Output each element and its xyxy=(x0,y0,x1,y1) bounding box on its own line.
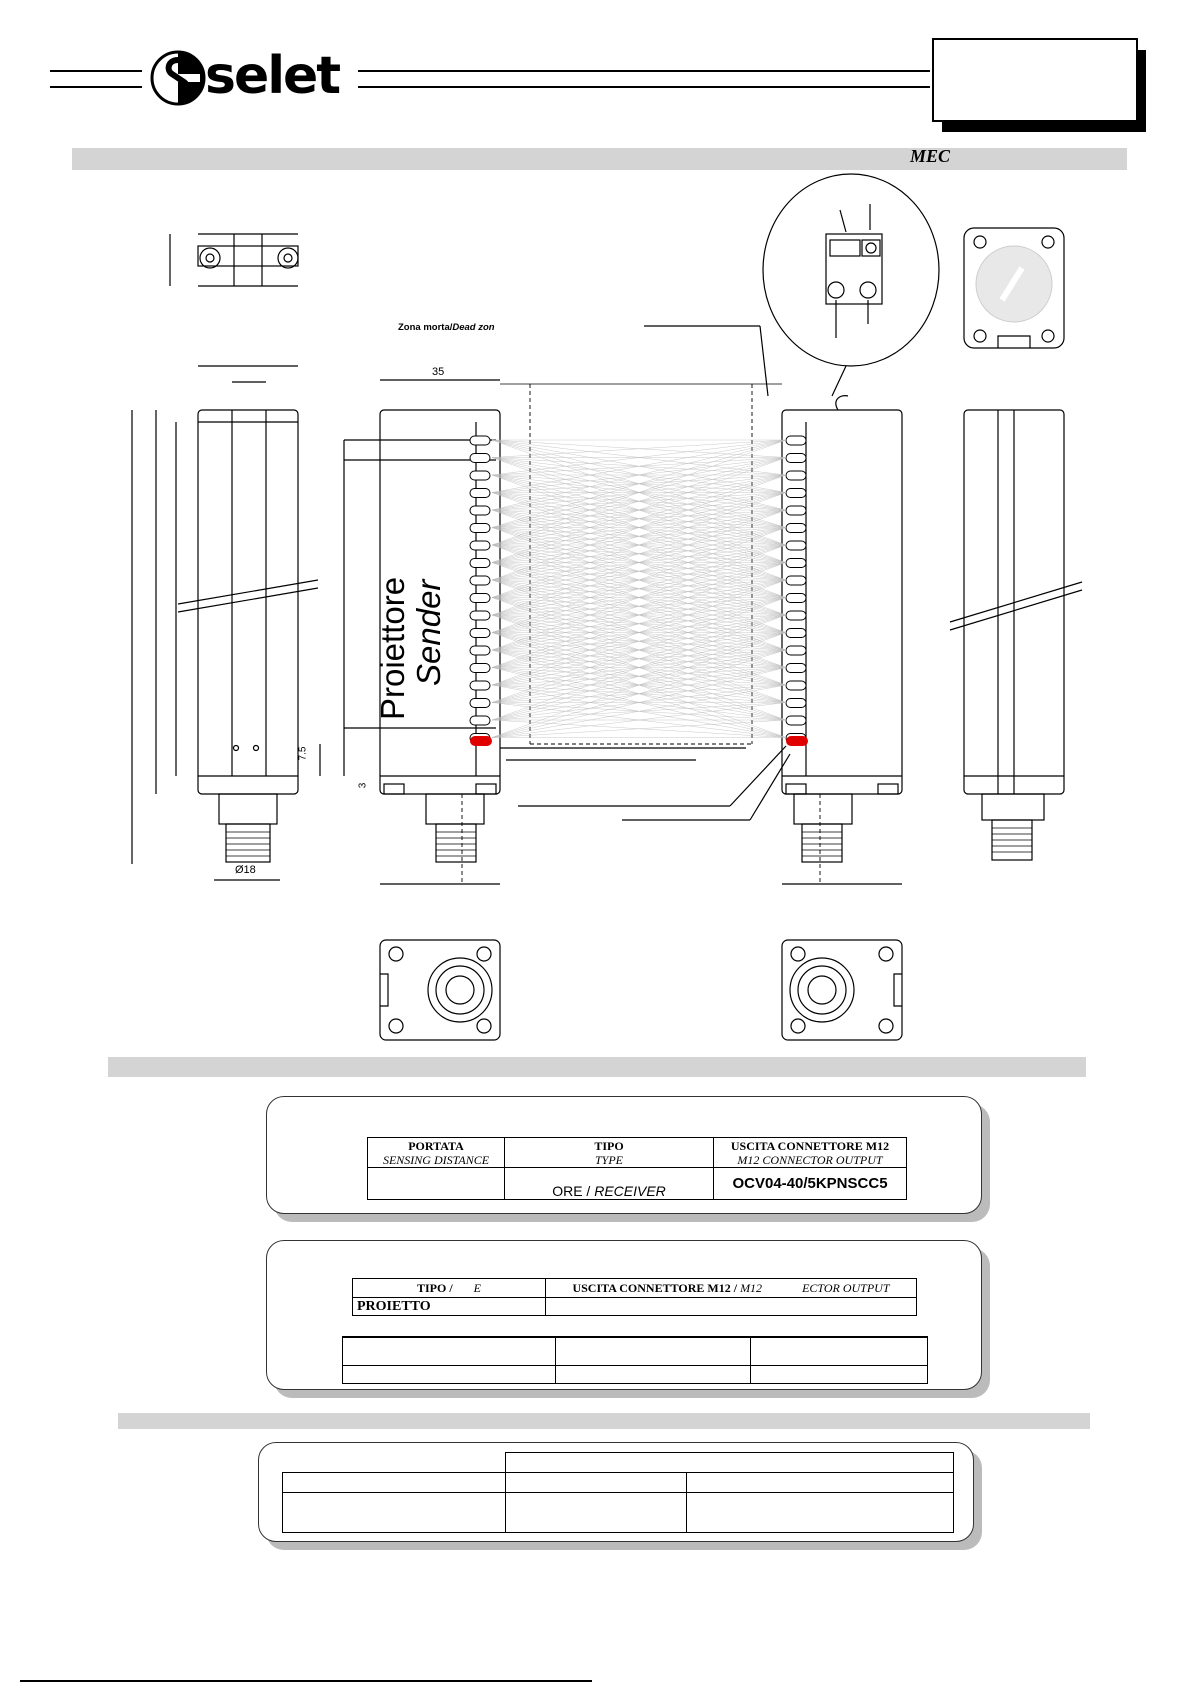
receiver-slot xyxy=(786,699,806,708)
dead-zone-label xyxy=(398,322,495,333)
sender-emitter-slot xyxy=(470,471,490,480)
dim-diameter-18: Ø18 xyxy=(235,864,256,876)
receiver-slot xyxy=(786,541,806,550)
sender-cell-output xyxy=(546,1298,917,1316)
sender-label-it: Proiettore xyxy=(374,576,411,720)
receiver-slot xyxy=(786,524,806,533)
sender-emitter-slot xyxy=(470,436,490,445)
section-band-mechanical xyxy=(72,148,1127,170)
acc-cell xyxy=(686,1493,954,1533)
receiver-header-distance-it: PORTATA xyxy=(408,1138,464,1153)
receiver-header-output xyxy=(714,1138,907,1168)
acc-cell xyxy=(283,1453,506,1473)
doc-box xyxy=(932,38,1138,122)
sender-emitter-slot xyxy=(470,506,490,515)
sender-header-output xyxy=(546,1279,917,1298)
sender-header-type-en: E xyxy=(473,1281,481,1295)
receiver-table xyxy=(367,1137,907,1200)
receiver-unit xyxy=(782,396,902,884)
sender-header-output-en: M12 xyxy=(740,1281,763,1295)
acc-cell xyxy=(505,1453,954,1473)
side-view-right xyxy=(950,410,1082,860)
dead-zone-label-en: Dead zon xyxy=(452,322,495,333)
acc-cell xyxy=(283,1493,506,1533)
brand-logo-text: selet xyxy=(205,46,340,106)
sender-table xyxy=(352,1278,917,1316)
acc-cell xyxy=(686,1473,954,1493)
receiver-slot xyxy=(786,716,806,725)
magnified-detail xyxy=(763,174,939,396)
receiver-header-output-it: USCITA CONNETTORE M12 xyxy=(730,1138,890,1153)
acc-cell xyxy=(505,1493,686,1533)
sender-sub-table xyxy=(342,1336,928,1384)
receiver-slot xyxy=(786,664,806,673)
receiver-header-distance xyxy=(368,1138,505,1168)
sender-sub-cell xyxy=(343,1337,556,1365)
sender-emitter-slot xyxy=(470,489,490,498)
receiver-slot xyxy=(786,471,806,480)
receiver-slot xyxy=(786,611,806,620)
sender-sub-cell xyxy=(751,1365,928,1383)
receiver-header-type-it: TIPO xyxy=(594,1138,624,1153)
receiver-slot xyxy=(786,559,806,568)
receiver-type-en: RECEIVER xyxy=(594,1183,666,1199)
acc-cell xyxy=(283,1473,506,1493)
technical-drawing xyxy=(0,170,1191,1070)
accessories-table xyxy=(282,1452,954,1533)
receiver-led-indicator xyxy=(786,736,808,746)
receiver-slot xyxy=(786,489,806,498)
receiver-slot xyxy=(786,594,806,603)
acc-cell xyxy=(505,1473,686,1493)
footer-line xyxy=(20,1680,592,1682)
sender-sub-cell xyxy=(751,1337,928,1365)
receiver-header-type-en: TYPE xyxy=(594,1152,623,1167)
connector-view-sender xyxy=(380,940,500,1040)
section-band-accessories xyxy=(118,1413,1090,1429)
sender-label xyxy=(375,520,485,720)
bracket-top-view xyxy=(170,234,298,286)
receiver-slot xyxy=(786,629,806,638)
dim-35: 35 xyxy=(432,366,445,378)
sender-sub-cell xyxy=(556,1365,751,1383)
receiver-slot xyxy=(786,436,806,445)
receiver-header-distance-en: SENSING DISTANCE xyxy=(382,1152,490,1167)
sender-header-output-it: USCITA CONNETTORE M12 / xyxy=(572,1281,741,1295)
receiver-slot xyxy=(786,454,806,463)
receiver-cell-type xyxy=(505,1168,714,1200)
sender-led-indicator xyxy=(470,736,492,746)
receiver-cell-distance xyxy=(368,1168,505,1200)
receiver-cell-code: OCV04-40/5KPNSCC5 xyxy=(714,1168,907,1200)
receiver-slot xyxy=(786,576,806,585)
sender-sub-cell xyxy=(556,1337,751,1365)
receiver-type-it: ORE / xyxy=(552,1183,595,1199)
receiver-slot xyxy=(786,681,806,690)
sender-header-type xyxy=(353,1279,546,1298)
sender-sub-cell xyxy=(343,1365,556,1383)
header-line-right-bottom xyxy=(358,86,930,88)
selet-logo-icon xyxy=(150,50,206,106)
connector-view-receiver xyxy=(782,940,902,1040)
header-line-right-top xyxy=(358,70,930,72)
sender-header-output-en2: ECTOR OUTPUT xyxy=(802,1281,890,1295)
side-view-left xyxy=(132,366,320,880)
header-line-left-bottom xyxy=(50,86,142,88)
dim-3: 3 xyxy=(357,782,369,789)
receiver-header-type xyxy=(505,1138,714,1168)
sender-header-type-it: TIPO / xyxy=(416,1281,456,1295)
header-line-left-top xyxy=(50,70,142,72)
sender-label-en: Sender xyxy=(410,579,447,686)
receiver-header-output-en: M12 CONNECTOR OUTPUT xyxy=(737,1152,883,1167)
sender-emitter-slot xyxy=(470,454,490,463)
receiver-slot xyxy=(786,646,806,655)
sender-cell-type: PROIETTO xyxy=(353,1298,546,1316)
dead-zone-label-it: Zona morta/ xyxy=(398,322,453,333)
dim-7-5: 7.5 xyxy=(297,746,309,761)
section-band-ordering xyxy=(108,1057,1086,1077)
section-title-mec: MEC xyxy=(910,146,951,166)
receiver-slot xyxy=(786,506,806,515)
